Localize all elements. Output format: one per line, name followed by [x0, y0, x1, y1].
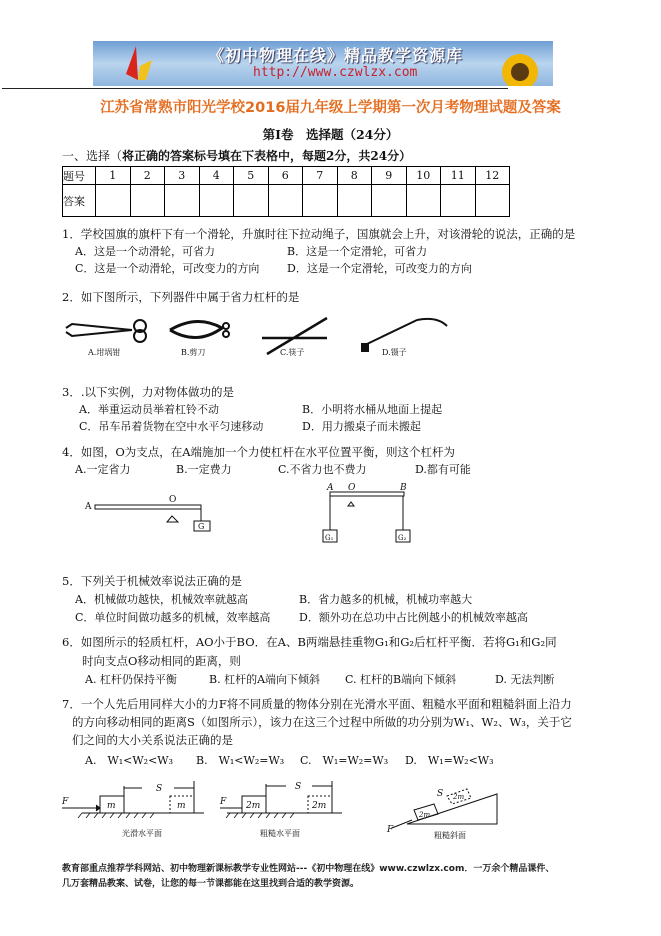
caption-smooth-horizontal: 光滑水平面 [122, 829, 162, 838]
q5-option-c: C．单位时间做功越多的机械，效率越高 [75, 611, 271, 624]
caption-rough-incline: 粗糙斜面 [434, 831, 466, 840]
q5-option-b: B．省力越多的机械，机械功率越大 [299, 593, 473, 606]
question-7-stem: 7．一个人先后用同样大小的力F将不同质量的物体分别在光滑水平面、粗糙水平面和粗糙斜面上沿力 [62, 697, 572, 711]
answer-cell[interactable] [441, 185, 476, 217]
answer-cell[interactable] [337, 185, 372, 217]
q7-option-d: D. W₁=W₂<W₃ [405, 754, 494, 767]
q5-option-d: D．额外功在总功中占比例越小的机械效率越高 [299, 611, 528, 624]
banner-url[interactable]: http://www.czwlzx.com [253, 65, 418, 80]
q6-option-d: D. 无法判断 [495, 673, 555, 686]
page-title: 江苏省常熟市阳光学校2016届九年级上学期第一次月考物理试题及答案 [100, 100, 561, 116]
site-logo-icon [118, 44, 158, 84]
mass-label: 2m [246, 801, 261, 811]
question-6-stem-cont: 时向支点O移动相同的距离，则 [82, 654, 241, 668]
q7-option-a: A. W₁<W₂<W₃ [85, 754, 174, 767]
question-number-cell: 10 [406, 167, 441, 185]
question-number-cell: 12 [475, 167, 510, 185]
question-number-cell: 9 [372, 167, 407, 185]
question-number-cell: 5 [234, 167, 269, 185]
q3-option-d: D．用力搬桌子而未搬起 [302, 420, 421, 433]
force-label: F [220, 797, 227, 807]
question-number-cell: 11 [441, 167, 476, 185]
part-heading: 第Ⅰ卷 选择题（24分） [262, 127, 399, 142]
question-number-cell: 4 [199, 167, 234, 185]
question-number-cell: 2 [130, 167, 165, 185]
section-heading [62, 147, 411, 164]
q6-option-a: A. 杠杆仍保持平衡 [85, 673, 177, 686]
force-label: F [62, 797, 69, 807]
q6-option-b: B. 杠杆的A端向下倾斜 [209, 673, 321, 686]
answer-cell[interactable] [406, 185, 441, 217]
sunflower-icon [488, 46, 548, 86]
row-label: 题号 [63, 167, 96, 185]
header-divider [2, 88, 508, 89]
question-number-cell: 3 [165, 167, 200, 185]
fig4-label-a: A [85, 502, 92, 512]
distance-label: S [156, 784, 163, 794]
q5-option-a: A．机械做功越快，机械效率就越高 [75, 593, 248, 606]
answer-cell[interactable] [268, 185, 303, 217]
q4-option-a: A.一定省力 [75, 463, 131, 476]
force-label: F [387, 825, 394, 835]
mass-label: m [177, 801, 186, 811]
answer-cell[interactable] [475, 185, 510, 217]
q4-option-b: B.一定费力 [176, 463, 232, 476]
caption-a: A.坩埚钳 [88, 348, 121, 357]
question-3-stem: 3．.以下实例，力对物体做功的是 [62, 385, 234, 399]
q1-option-c: C．这是一个动滑轮，可改变力的方向 [75, 262, 260, 275]
question-2-stem: 2．如下图所示，下列器件中属于省力杠杆的是 [62, 290, 300, 304]
question-1-stem: 1．学校国旗的旗杆下有一个滑轮，升旗时往下拉动绳子，国旗就会上升，对该滑轮的说法，正确的是 [62, 227, 576, 241]
question-number-cell: 7 [303, 167, 338, 185]
question-number-cell: 6 [268, 167, 303, 185]
answer-cell[interactable] [372, 185, 407, 217]
question-5-stem: 5．下列关于机械效率说法正确的是 [62, 574, 242, 588]
caption-c: C.筷子 [280, 348, 305, 357]
banner-title: 《初中物理在线》精品教学资源库 [208, 46, 464, 65]
question-7-stem-cont: 的方向移动相同的距离S（如图所示），该力在这三个过程中所做的功分别为W₁、W₂、W₃，关于它 [72, 715, 572, 729]
mass-label: m [107, 801, 116, 811]
q3-option-a: A．举重运动员举着杠铃不动 [79, 403, 219, 416]
q1-option-d: D．这是一个定滑轮，可改变力的方向 [287, 262, 472, 275]
question-6-stem: 6．如图所示的轻质杠杆，AO小于BO．在A、B两端悬挂重物G₁和G₂后杠杆平衡．若将G₁和G₂同 [62, 635, 557, 649]
mass-label: 2m [419, 811, 431, 819]
fig4-label-o: O [169, 495, 177, 505]
q1-option-a: A．这是一个动滑轮，可省力 [75, 245, 215, 258]
question-4-stem: 4．如图，O为支点，在A端施加一个力使杠杆在水平位置平衡，则这个杠杆为 [62, 445, 456, 459]
mass-label: 2m [312, 801, 327, 811]
answer-table [62, 166, 510, 217]
distance-label: S [295, 782, 302, 792]
q6-option-c: C. 杠杆的B端向下倾斜 [345, 673, 457, 686]
row-label: 答案 [63, 185, 96, 217]
answer-cell[interactable] [303, 185, 338, 217]
answer-cell[interactable] [165, 185, 200, 217]
section-instruction: 将正确的答案标号填在下表格中，每题2分，共24分） [122, 149, 412, 163]
caption-rough-horizontal: 粗糙水平面 [260, 829, 300, 838]
caption-b: B.剪刀 [181, 348, 206, 357]
footer-line: 教育部重点推荐学科网站、初中物理新课标教学专业性网站---《初中物理在线》www.czwlzx.com．一万余个精品课件、 [62, 864, 555, 874]
section-prefix: 一、选择（ [62, 149, 123, 163]
lever-figures [62, 478, 542, 548]
question-number-cell: 1 [96, 167, 131, 185]
q7-option-c: C. W₁=W₂=W₃ [300, 754, 389, 767]
q3-option-c: C．吊车吊着货物在空中水平匀速移动 [79, 420, 264, 433]
work-comparison-figure [62, 776, 522, 846]
q7-option-b: B. W₁<W₂=W₃ [196, 754, 285, 767]
fig6-label-o: O [348, 483, 356, 493]
answer-cell[interactable] [199, 185, 234, 217]
q4-option-d: D.都有可能 [415, 463, 471, 476]
fig4-label-g: G [198, 522, 205, 531]
fig6-label-b: B [400, 483, 407, 493]
q3-option-b: B．小明将水桶从地面上提起 [302, 403, 443, 416]
fig6-label-g2: G₂ [398, 534, 407, 542]
answer-cell[interactable] [130, 185, 165, 217]
fig6-label-g1: G₁ [325, 534, 334, 542]
distance-label: S [437, 789, 444, 799]
footer-note [62, 862, 554, 892]
answer-cell[interactable] [234, 185, 269, 217]
question-number-cell: 8 [337, 167, 372, 185]
question-7-stem-cont2: 们之间的大小关系说法正确的是 [72, 733, 233, 747]
answer-cell[interactable] [96, 185, 131, 217]
mass-label: 2m [453, 793, 465, 801]
q4-option-c: C.不省力也不费力 [278, 463, 367, 476]
site-banner[interactable] [93, 41, 553, 86]
fig6-label-a: A [327, 483, 334, 493]
caption-d: D.镊子 [382, 348, 407, 357]
q1-option-b: B．这是一个定滑轮，可省力 [287, 245, 428, 258]
footer-line: 几万套精品教案、试卷，让您的每一节课都能在这里找到合适的教学资源。 [62, 879, 360, 889]
